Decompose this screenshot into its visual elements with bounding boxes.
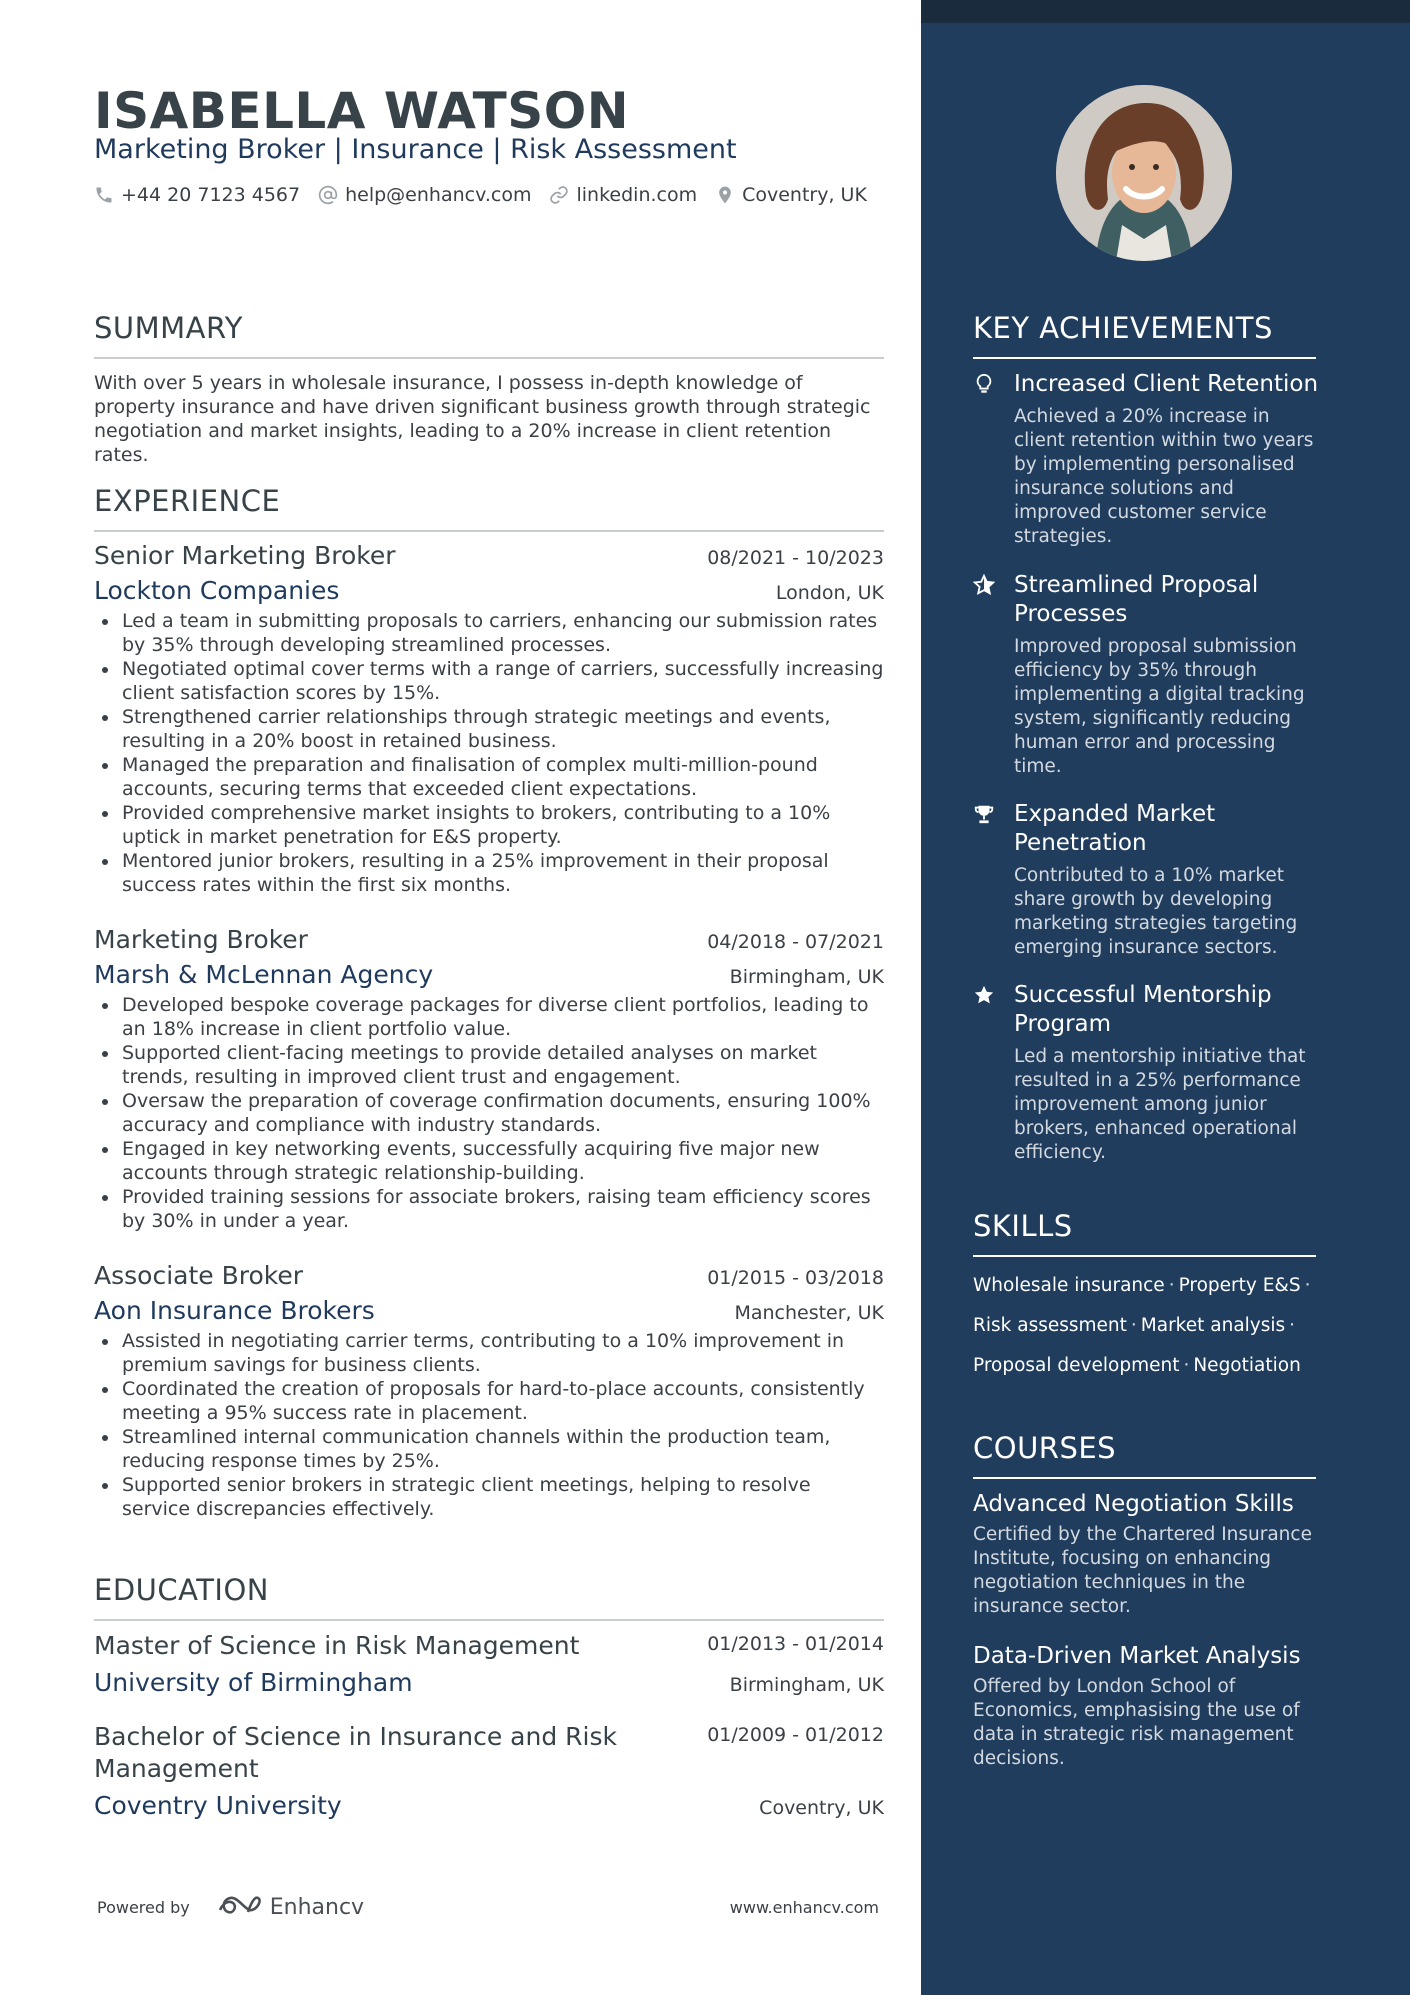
job-bullet: Engaged in key networking events, successfully acquiring five major new accounts through strategic relationship-building.: [122, 1137, 884, 1185]
job-location: Birmingham, UK: [729, 966, 884, 988]
school-name: Coventry University: [94, 1791, 342, 1820]
skill-item: Property E&S: [1178, 1275, 1301, 1296]
avatar: [1056, 85, 1232, 261]
summary-heading: SUMMARY: [94, 311, 244, 345]
job-bullet: Supported senior brokers in strategic client meetings, helping to resolve service discrepancies effectively.: [122, 1473, 884, 1521]
email-address: help@enhancv.com: [345, 184, 532, 206]
job-location: Manchester, UK: [734, 1302, 884, 1324]
job-dates: 08/2021 - 10/2023: [707, 547, 884, 569]
phone-icon: [94, 185, 114, 205]
achievement-item: [973, 800, 1323, 960]
enhancv-logo: [216, 1894, 364, 1920]
job-entry: [94, 1261, 884, 1521]
achievement-title: Expanded Market Penetration: [1014, 801, 1216, 856]
achievement-text: Contributed to a 10% market share growth by developing marketing strategies targeting emerging insurance sectors.: [1014, 865, 1298, 958]
course-title: Data-Driven Market Analysis: [973, 1643, 1301, 1669]
experience-divider: [94, 530, 884, 532]
achievement-item: [973, 370, 1323, 549]
job-bullets: [94, 609, 884, 897]
achievement-text: Led a mentorship initiative that resulted in a 25% performance improvement among junior brokers, enhanced operational efficiency.: [1014, 1046, 1306, 1163]
headline: Marketing Broker | Insurance | Risk Assessment: [94, 134, 737, 165]
job-bullet: Developed bespoke coverage packages for diverse client portfolios, leading to an 18% increase in client portfolio value.: [122, 993, 884, 1041]
skill-item: Wholesale insurance: [973, 1275, 1165, 1296]
phone-number: +44 20 7123 4567: [121, 184, 301, 206]
course-item: [973, 1642, 1323, 1771]
skills-heading: SKILLS: [973, 1209, 1073, 1243]
contact-linkedin[interactable]: [549, 184, 697, 206]
sidebar: [921, 0, 1410, 1995]
footer-website[interactable]: www.enhancv.com: [729, 1897, 879, 1917]
contact-bar: [94, 184, 885, 206]
achievement-text: Achieved a 20% increase in client retention within two years by implementing personalised insurance solutions and improved customer service strategies.: [1014, 406, 1314, 547]
job-title: Marketing Broker: [94, 925, 308, 954]
skill-item: Risk assessment: [973, 1315, 1127, 1336]
education-entry: [94, 1721, 884, 1820]
job-bullet: Coordinated the creation of proposals for hard-to-place accounts, consistently meeting a 95% success rate in placement.: [122, 1377, 884, 1425]
job-bullet: Strengthened carrier relationships through strategic meetings and events, resulting in a 20% boost in retained business.: [122, 705, 884, 753]
contact-email[interactable]: [318, 184, 531, 206]
company-name: Lockton Companies: [94, 576, 340, 605]
course-item: [973, 1490, 1323, 1619]
job-bullets: [94, 1329, 884, 1521]
job-bullet: Led a team in submitting proposals to carriers, enhancing our submission rates by 35% through developing streamlined processes.: [122, 609, 884, 657]
achievement-item: [973, 981, 1323, 1165]
job-bullet: Oversaw the preparation of coverage confirmation documents, ensuring 100% accuracy and compliance with industry standards.: [122, 1089, 884, 1137]
degree-title: Master of Science in Risk Management: [94, 1631, 580, 1660]
job-dates: 04/2018 - 07/2021: [707, 931, 884, 953]
job-bullet: Mentored junior brokers, resulting in a 25% improvement in their proposal success rates within the first six months.: [122, 849, 884, 897]
school-location: Birmingham, UK: [729, 1674, 884, 1696]
job-bullet: Negotiated optimal cover terms with a range of carriers, successfully increasing client satisfaction scores by 15%.: [122, 658, 884, 704]
education-heading: EDUCATION: [94, 1573, 270, 1607]
job-bullet: Provided training sessions for associate brokers, raising team efficiency scores by 30% in under a year.: [122, 1185, 884, 1233]
powered-by[interactable]: [97, 1894, 364, 1920]
summary-divider: [94, 357, 884, 359]
linkedin-link: linkedin.com: [576, 184, 698, 206]
skill-item: Market analysis: [1140, 1315, 1286, 1336]
contact-location: [715, 184, 867, 206]
summary-text: With over 5 years in wholesale insurance, I possess in-depth knowledge of property insurance and have driven significant business growth through strategic negotiation and market insights, leading to a 20% increase in client retention rates.: [94, 372, 871, 466]
profile-photo: [1056, 85, 1232, 261]
school-location: Coventry, UK: [759, 1797, 884, 1819]
achievement-item: [973, 571, 1323, 779]
skill-item: Negotiation: [1193, 1355, 1301, 1376]
location-pin-icon: [715, 185, 735, 205]
skill-item: Proposal development: [973, 1355, 1180, 1376]
achievement-text: Improved proposal submission efficiency by 35% through implementing a digital tracking system, significantly reducing human error and processing time.: [1014, 636, 1305, 777]
job-location: London, UK: [775, 582, 884, 604]
education-divider: [94, 1619, 884, 1621]
powered-by-label: Powered by: [97, 1897, 190, 1917]
achievements-heading: KEY ACHIEVEMENTS: [973, 311, 1273, 345]
courses-heading: COURSES: [973, 1431, 1117, 1465]
achievement-title: Increased Client Retention: [1014, 371, 1319, 397]
skills-divider: [973, 1255, 1316, 1257]
footer: [97, 1894, 879, 1920]
job-entry: [94, 925, 884, 1233]
course-text: Offered by London School of Economics, emphasising the use of data in strategic risk management decisions.: [973, 1676, 1300, 1769]
degree-title: Bachelor of Science in Insurance and Risk Management: [94, 1722, 617, 1783]
education-dates: 01/2013 - 01/2014: [707, 1633, 884, 1655]
achievement-title: Successful Mentorship Program: [1014, 982, 1272, 1037]
courses-divider: [973, 1477, 1316, 1479]
company-name: Marsh & McLennan Agency: [94, 960, 434, 989]
job-bullet: Supported client-facing meetings to provide detailed analyses on market trends, resulting in improved client trust and engagement.: [122, 1041, 884, 1089]
job-bullets: [94, 993, 884, 1233]
education-entry: [94, 1630, 884, 1697]
experience-heading: EXPERIENCE: [94, 484, 281, 518]
skills-list: Wholesale insurance · Property E&S · Risk assessment · Market analysis · Proposal development · Negotiation: [973, 1275, 1311, 1376]
course-text: Certified by the Chartered Insurance Institute, focusing on enhancing negotiation techniques in the insurance sector.: [973, 1524, 1312, 1617]
star-icon: [973, 984, 995, 1006]
job-bullet: Assisted in negotiating carrier terms, contributing to a 10% improvement in premium savings for business clients.: [122, 1329, 884, 1377]
job-bullet: Streamlined internal communication channels within the production team, reducing response times by 25%.: [122, 1425, 884, 1473]
job-title: Senior Marketing Broker: [94, 541, 396, 570]
sidebar-top-band: [921, 0, 1410, 23]
job-bullet: Provided comprehensive market insights to brokers, contributing to a 10% uptick in market penetration for E&S property.: [122, 801, 884, 849]
enhancv-logo-icon: [216, 1894, 264, 1920]
location-text: Coventry, UK: [742, 184, 867, 206]
enhancv-brand: Enhancv: [269, 1894, 365, 1920]
star-outline-icon: [973, 574, 995, 596]
at-icon: [318, 185, 338, 205]
job-title: Associate Broker: [94, 1261, 304, 1290]
achievement-title: Streamlined Proposal Processes: [1014, 572, 1259, 627]
lightbulb-icon: [973, 373, 995, 395]
contact-phone[interactable]: [94, 184, 300, 206]
job-bullet: Managed the preparation and finalisation of complex multi-million-pound accounts, securing terms that exceeded client expectations.: [122, 753, 884, 801]
link-icon: [549, 185, 569, 205]
trophy-icon: [973, 803, 995, 825]
job-entry: [94, 541, 884, 897]
education-dates: 01/2009 - 01/2012: [707, 1724, 884, 1746]
job-dates: 01/2015 - 03/2018: [707, 1267, 884, 1289]
company-name: Aon Insurance Brokers: [94, 1296, 375, 1325]
school-name: University of Birmingham: [94, 1668, 413, 1697]
achievements-divider: [973, 357, 1316, 359]
course-title: Advanced Negotiation Skills: [973, 1491, 1294, 1517]
candidate-name: ISABELLA WATSON: [94, 82, 630, 140]
